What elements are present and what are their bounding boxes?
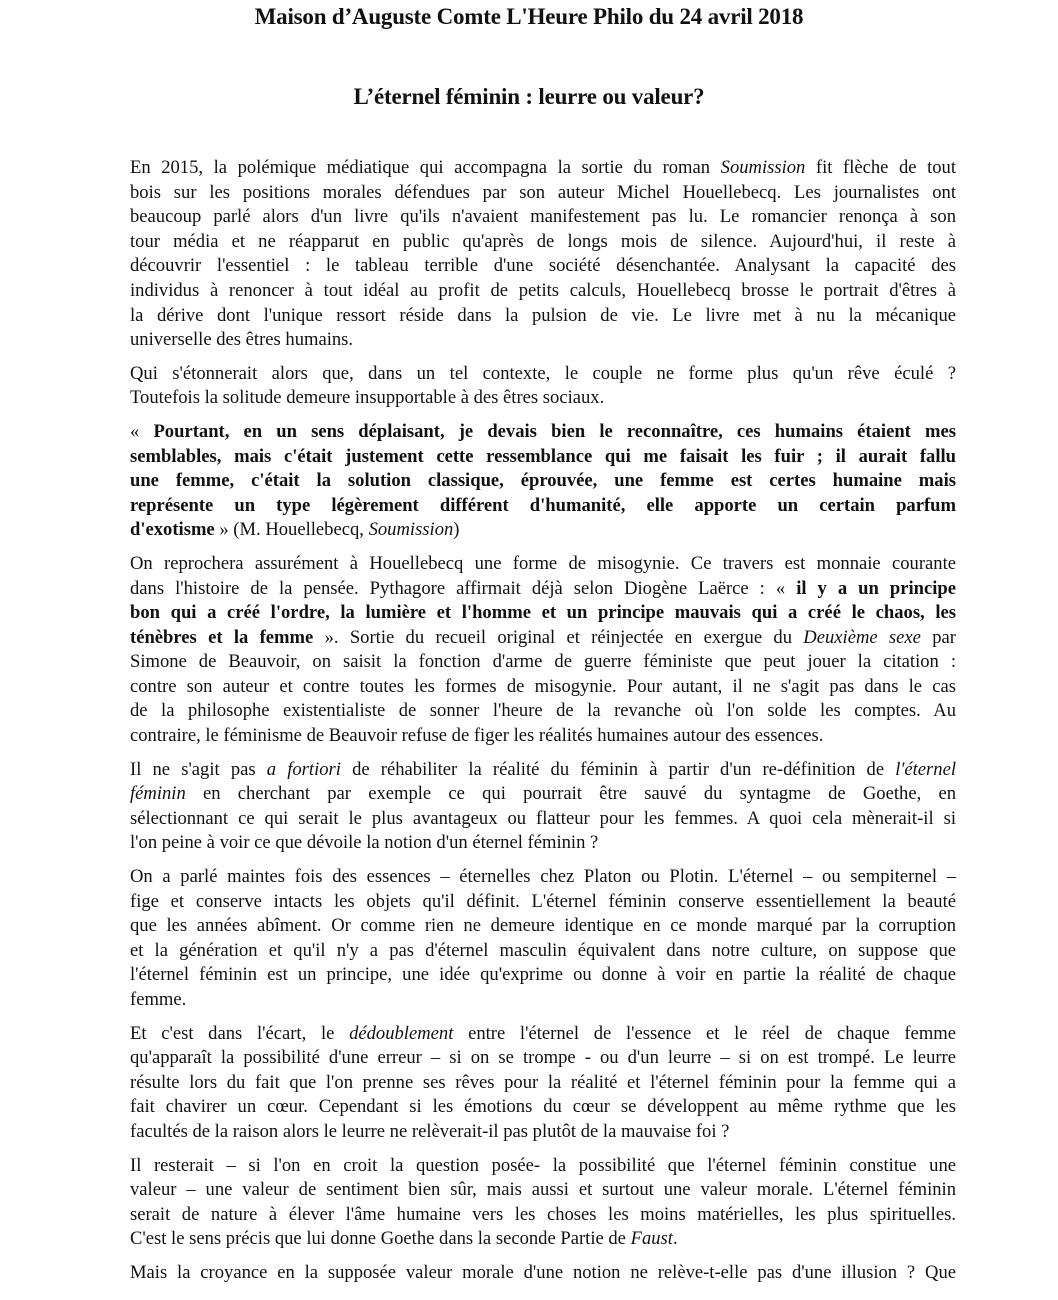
- text-run: fit flèche de tout: [805, 157, 956, 178]
- paragraph: [130, 758, 956, 856]
- paragraph: [130, 420, 956, 543]
- italic-text: Faust: [630, 1228, 673, 1250]
- text-run: serait de nature à élever l'âme humaine vers les choses les moins matérielles, les plus spirituelles.: [130, 1203, 956, 1225]
- text-run: la dérive dont l'unique ressort réside dans la pulsion de vie. Le livre met à nu la mécanique: [130, 304, 956, 326]
- text-run: en cherchant par exemple ce qui pourrait être sauvé du syntagme de Goethe, en: [185, 783, 956, 805]
- text-line: [130, 831, 956, 856]
- text-run: beaucoup parlé alors d'un livre qu'ils n'avaient manifestement pas lu. Le romancier renonça à son: [130, 206, 956, 228]
- text-line: [130, 1227, 956, 1252]
- bold-text: bon qui a créé l'ordre, la lumière et l'homme et un principe mauvais qui a créé le chaos, les: [130, 602, 956, 624]
- text-line: [130, 304, 956, 329]
- text-line: [130, 1022, 956, 1047]
- text-run: En 2015, la polémique médiatique qui accompagna la sortie du roman: [130, 157, 721, 178]
- text-line: [130, 518, 956, 543]
- text-line: [130, 1071, 956, 1096]
- italic-text: féminin: [130, 783, 186, 805]
- text-line: [130, 328, 956, 353]
- article-body: [130, 156, 956, 1295]
- text-line: [130, 445, 956, 470]
- text-line: [130, 1203, 956, 1228]
- text-run: contraire, le féminisme de Beauvoir refuse de figer les réalités humaines autour des essences.: [130, 725, 824, 747]
- text-run: On reprochera assurément à Houellebecq une forme de misogynie. Ce travers est monnaie courante: [130, 552, 956, 574]
- article-title: L’éternel féminin : leurre ou valeur?: [353, 84, 705, 109]
- text-line: [130, 963, 956, 988]
- text-run: fait chavirer un cœur. Cependant si les émotions du cœur se développent au même rythme que les: [130, 1096, 956, 1118]
- text-run: Toutefois la solitude demeure insupportable à des êtres sociaux.: [130, 387, 605, 409]
- bold-text: il y a un principe: [796, 577, 956, 599]
- italic-text: a fortiori: [266, 758, 341, 780]
- text-line: [130, 601, 956, 626]
- text-line: [130, 1046, 956, 1071]
- text-run: dans l'histoire de la pensée. Pythagore affirmait déjà selon Diogène Laërce : «: [130, 577, 797, 599]
- header-title: Maison d’Auguste Comte L'Heure Philo du 24 avril 2018: [254, 4, 804, 29]
- text-run: Il resterait – si l'on en croit la question posée- la possibilité que l'éternel féminin constitue une: [130, 1154, 956, 1176]
- text-run: tour média et ne réapparut en public qu'après de longs mois de silence. Aujourd'hui, il reste à: [130, 230, 956, 252]
- paragraph: [130, 1022, 956, 1145]
- text-run: découvrir l'essentiel : le tableau terrible d'une société désenchantée. Analysant la capacité des: [130, 255, 956, 277]
- italic-text: Soumission: [368, 519, 454, 541]
- paragraph: [130, 1154, 956, 1252]
- text-line: [130, 988, 956, 1013]
- paragraph: [130, 865, 956, 1013]
- text-run: fige et conserve intacts les objets qu'il définit. L'éternel féminin conserve essentiellement la beauté: [130, 890, 956, 912]
- text-run: Qui s'étonnerait alors que, dans un tel contexte, le couple ne forme plus qu'un rêve éculé ?: [130, 362, 956, 384]
- italic-text: Deuxième sexe: [803, 626, 921, 648]
- text-line: [130, 807, 956, 832]
- text-line: [130, 914, 956, 939]
- bold-text: une femme, c'était la solution classique, éprouvée, une femme est certes humaine mais: [130, 470, 956, 492]
- text-line: [130, 386, 956, 411]
- text-run: que les années abîment. Or comme rien ne demeure identique en ce monde marqué par la corruption: [130, 915, 956, 937]
- bold-text: Pourtant, en un sens déplaisant, je devais bien le reconnaître, ces humains étaient mes: [153, 420, 956, 442]
- text-run: facultés de la raison alors le leurre ne relèverait-il pas plutôt de la mauvaise foi ?: [130, 1120, 730, 1142]
- text-run: Et c'est dans l'écart, le: [130, 1022, 350, 1044]
- text-run: individus à renoncer à tout idéal au profit de petits calculs, Houellebecq brosse le portrait d'êtres à: [130, 279, 956, 301]
- text-line: [130, 782, 956, 807]
- text-run: de la philosophe existentialiste de sonner l'heure de la revanche où l'on solde les comptes. Au: [130, 700, 956, 722]
- text-run: qu'apparaît la possibilité d'une erreur – si on se trompe - ou d'un leurre – si on est trompé. Le leurre: [130, 1047, 956, 1069]
- text-line: [130, 577, 956, 602]
- text-run: entre l'éternel de l'essence et le réel de chaque femme: [453, 1022, 956, 1044]
- text-line: [130, 279, 956, 304]
- text-run: l'éternel féminin est un principe, une idée qu'exprime ou donne à voir en partie la réalité de chaque: [130, 964, 956, 986]
- italic-text: Soumission: [720, 157, 806, 178]
- paragraph: [130, 362, 956, 411]
- italic-text: l'éternel: [895, 758, 956, 780]
- text-line: [130, 650, 956, 675]
- text-run: sélectionnant ce qui serait le plus avantageux ou flatteur pour les femmes. A quoi cela mènerait-il si: [130, 807, 956, 829]
- text-run: bois sur les positions morales défendues par son auteur Michel Houellebecq. Les journalistes ont: [130, 181, 956, 203]
- text-line: [130, 181, 956, 206]
- text-run: «: [130, 420, 154, 442]
- text-line: [130, 205, 956, 230]
- text-run: résulte lors du fait que l'on prenne ses rêves pour la réalité et l'éternel féminin pour la femme qui a: [130, 1071, 956, 1093]
- text-line: [130, 469, 956, 494]
- bold-text: d'exotisme: [130, 519, 215, 541]
- text-line: [130, 362, 956, 387]
- text-run: femme.: [130, 989, 187, 1010]
- text-line: [130, 254, 956, 279]
- text-run: ): [453, 519, 460, 541]
- paragraph: [130, 552, 956, 749]
- text-line: [130, 1178, 956, 1203]
- text-run: par: [920, 626, 956, 648]
- text-line: [130, 1120, 956, 1145]
- text-line: [130, 675, 956, 700]
- text-run: » (M. Houellebecq,: [214, 519, 369, 541]
- text-line: [130, 724, 956, 749]
- text-run: .: [672, 1228, 678, 1250]
- text-line: [130, 865, 956, 890]
- text-line: [130, 1095, 956, 1120]
- bold-text: représente un type légèrement différent d'humanité, elle apporte un certain parfum: [130, 494, 956, 516]
- text-run: universelle des êtres humains.: [130, 329, 354, 351]
- paragraph: [130, 1261, 956, 1286]
- text-run: Il ne s'agit pas: [130, 758, 267, 780]
- paragraph: [130, 156, 956, 353]
- text-run: contre son auteur et contre toutes les formes de misogynie. Pour autant, il ne s'agit pas dans le cas: [130, 675, 956, 697]
- text-line: [130, 1261, 956, 1286]
- text-line: [130, 939, 956, 964]
- text-line: [130, 699, 956, 724]
- text-run: de réhabiliter la réalité du féminin à partir d'un re-définition de: [340, 758, 896, 780]
- text-run: C'est le sens précis que lui donne Goethe dans la seconde Partie de: [130, 1228, 631, 1250]
- text-line: [130, 494, 956, 519]
- bold-text: ténèbres et la femme: [130, 626, 314, 648]
- text-line: [130, 890, 956, 915]
- text-run: Mais la croyance en la supposée valeur morale d'une notion ne relève-t-elle pas d'une illusion ? Que: [130, 1261, 956, 1283]
- text-run: et la génération et qu'il n'y a pas d'éternel masculin équivalent dans notre culture, on suppose que: [130, 939, 956, 961]
- text-line: [130, 420, 956, 445]
- text-run: l'on peine à voir ce que dévoile la notion d'un éternel féminin ?: [130, 832, 599, 854]
- text-line: [130, 626, 956, 651]
- text-run: Simone de Beauvoir, on saisit la fonction d'arme de guerre féministe que peut jouer la citation :: [130, 651, 956, 673]
- text-line: [130, 1154, 956, 1179]
- text-line: [130, 758, 956, 783]
- text-run: On a parlé maintes fois des essences – éternelles chez Platon ou Plotin. L'éternel – ou sempiternel –: [130, 866, 956, 888]
- italic-text: dédoublement: [349, 1022, 454, 1044]
- bold-text: semblables, mais c'était justement cette ressemblance qui me faisait les fuir ; il aurait fallu: [130, 445, 956, 467]
- text-run: valeur – une valeur de sentiment bien sûr, mais aussi et surtout une valeur morale. L'éternel féminin: [130, 1179, 956, 1201]
- text-run: ». Sortie du recueil original et réinjectée en exergue du: [313, 626, 804, 648]
- text-line: [130, 230, 956, 255]
- text-line: [130, 156, 956, 181]
- text-line: [130, 552, 956, 577]
